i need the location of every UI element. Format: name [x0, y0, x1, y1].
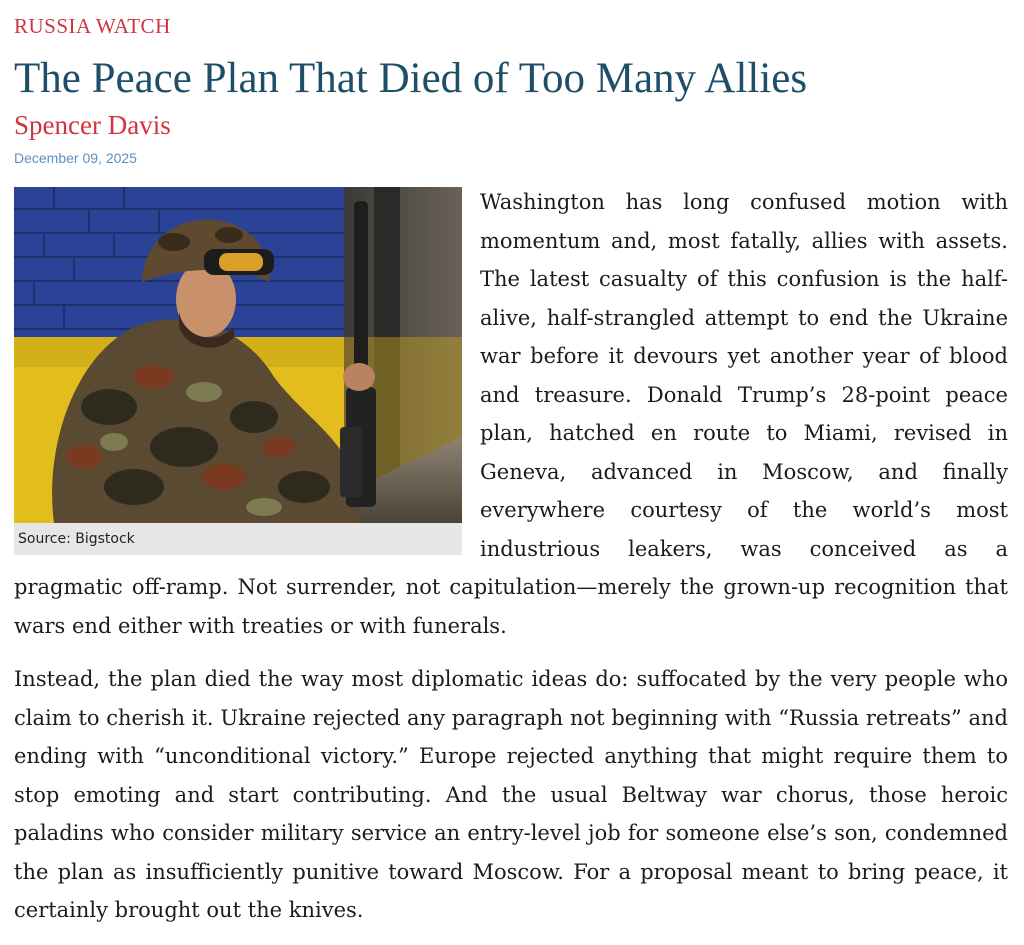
article-body: [14, 183, 1008, 945]
soldier-photo: [14, 187, 462, 523]
photo-caption: Source: Bigstock: [14, 523, 462, 555]
article-figure: [14, 187, 462, 555]
article-headline: The Peace Plan That Died of Too Many Allies: [14, 55, 808, 102]
paragraph-2: Instead, the plan died the way most diplomatic ideas do: suffocated by the very people who claim to cherish it. Ukraine rejected any paragraph not beginning with “Russia retreats” and ending with “unconditional victory.” Europe rejected anything that might require them to stop emoting and start contributing. And the usual Beltway war chorus, those heroic paladins who consider military service an entry-level job for someone else’s son, condemned the plan as insufficiently punitive toward Moscow. For a proposal meant to bring peace, it certainly brought out the knives.: [14, 667, 1008, 922]
paragraph-1: Washington has long confused motion with momentum and, most fatally, allies with assets. The latest casualty of this confusion is the half-alive, half-strangled attempt to end the Ukraine war before it devours yet another year of blood and treasure. Donald Trump’s 28-point peace plan, hatched en route to Miami, revised in Geneva, advanced in Moscow, and finally everywhere courtesy of the world’s most industrious leakers, was conceived as a pragmatic off-ramp. Not surrender, not capitulation—merely the grown-up recognition that wars end either with treaties or with funerals.: [14, 190, 1008, 638]
section-label[interactable]: RUSSIA WATCH: [14, 14, 171, 38]
author-byline[interactable]: Spencer Davis: [14, 110, 171, 140]
publish-date: December 09, 2025: [14, 150, 137, 166]
